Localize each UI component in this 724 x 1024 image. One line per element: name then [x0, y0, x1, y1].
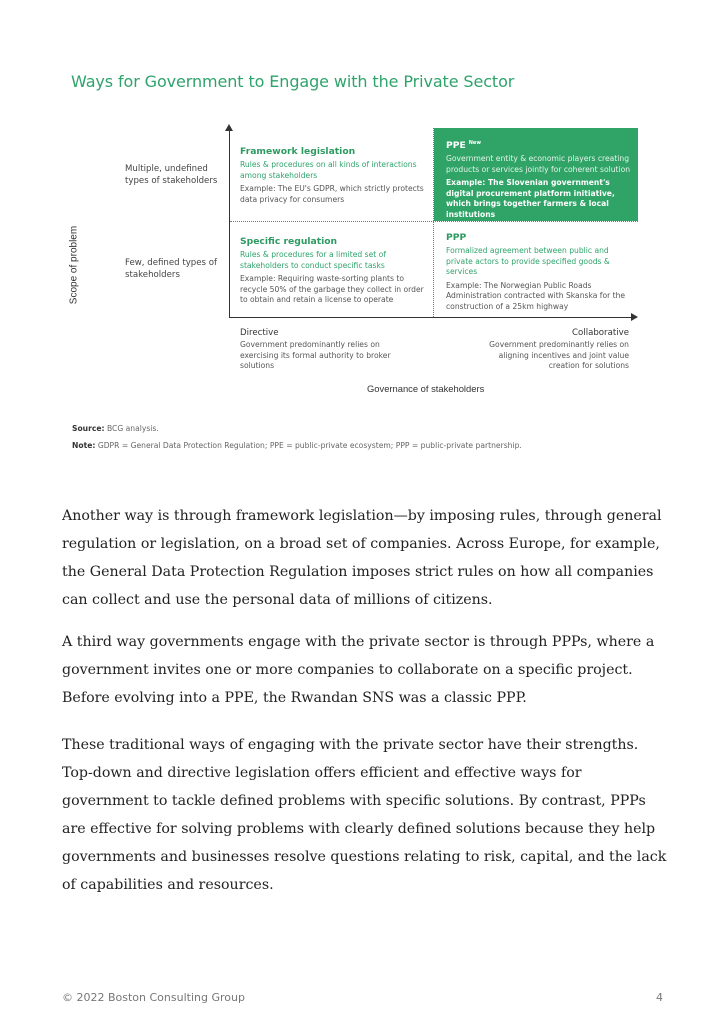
cell-specific-regulation: [240, 236, 430, 306]
collaborative-desc: Government predominantly relies on aligning incentives and joint value creation for solutions: [489, 340, 629, 370]
cell-description: Government entity & economic players creating products or services jointly for coherent solution: [446, 154, 631, 174]
body-paragraph-2: A third way governments engage with the private sector is through PPPs, where a government invites one or more companies to collaborate on a specific project. Before evolving into a PPE, the Rwandan SNS was a classic PPP.: [62, 634, 655, 706]
cell-description: Rules & procedures for a limited set of stakeholders to conduct specific tasks: [240, 250, 387, 270]
source-note: [72, 424, 159, 433]
x-axis-arrow: [631, 313, 638, 321]
new-badge: New: [468, 140, 481, 146]
cell-framework-legislation: [240, 146, 430, 205]
cell-heading: Framework legislation: [240, 146, 356, 157]
horizontal-divider: [230, 221, 638, 222]
figure-title: Ways for Government to Engage with the Private Sector: [71, 72, 515, 91]
cell-description: Rules & procedures on all kinds of interactions among stakeholders: [240, 160, 417, 180]
row-label-top: Multiple, undefined types of stakeholders: [125, 164, 218, 186]
cell-heading: [446, 140, 634, 151]
y-axis-arrow: [225, 124, 233, 131]
y-axis-label-text: Scope of problem: [68, 225, 80, 305]
row-label-bottom: Few, defined types of stakeholders: [125, 258, 218, 280]
ppe-heading: PPE: [446, 140, 466, 151]
cell-example: Example: The Norwegian Public Roads Administration contracted with Skanska for the construction of a 25km highway: [446, 280, 626, 311]
cell-heading: Specific regulation: [240, 236, 338, 247]
collaborative-title: Collaborative: [572, 328, 629, 338]
footnote: [72, 441, 522, 450]
x-axis-label: Governance of stakeholders: [367, 383, 485, 394]
cell-example: Example: The Slovenian government's digital procurement platform initiative, which brings together farmers & local institutions: [446, 178, 615, 219]
x-axis-line: [229, 317, 632, 318]
note-label: Note:: [72, 441, 96, 450]
body-paragraph-1: Another way is through framework legislation—by imposing rules, through general regulation or legislation, on a broad set of companies. Across Europe, for example, the General Data Protection Regulation imposes strict rules on how all companies can collect and use the personal data of millions of citizens.: [62, 508, 662, 608]
source-text: BCG analysis.: [106, 424, 159, 433]
note-text: GDPR = General Data Protection Regulation; PPE = public-private ecosystem; PPP = public-private partnership.: [97, 441, 522, 450]
directive-title: Directive: [240, 328, 279, 338]
cell-heading: PPP: [446, 232, 467, 243]
body-paragraph-3: These traditional ways of engaging with the private sector have their strengths. Top-down and directive legislation offers efficient and effective ways for government to tackle defined problems with specific solutions. By contrast, PPPs are effective for solving problems with clearly defined solutions because they help governments and businesses resolve questions relating to risk, capital, and the lack of capabilities and resources.: [62, 737, 667, 893]
y-axis-line: [229, 128, 230, 317]
cell-example: Example: Requiring waste-sorting plants to recycle 50% of the garbage they collect in order to obtain and retain a license to operate: [240, 274, 424, 304]
source-label: Source:: [72, 424, 105, 433]
x-end-directive: [240, 328, 410, 372]
page-number: 4: [656, 991, 663, 1004]
cell-ppp: [446, 232, 636, 312]
footer-copyright: © 2022 Boston Consulting Group: [62, 991, 245, 1004]
cell-example: Example: The EU's GDPR, which strictly protects data privacy for consumers: [240, 184, 424, 204]
cell-ppe: [446, 140, 634, 220]
directive-desc: Government predominantly relies on exercising its formal authority to broker solutions: [240, 340, 391, 370]
vertical-divider: [433, 128, 434, 317]
cell-description: Formalized agreement between public and private actors to provide specified goods & services: [446, 246, 610, 276]
x-end-collaborative: [486, 328, 629, 372]
